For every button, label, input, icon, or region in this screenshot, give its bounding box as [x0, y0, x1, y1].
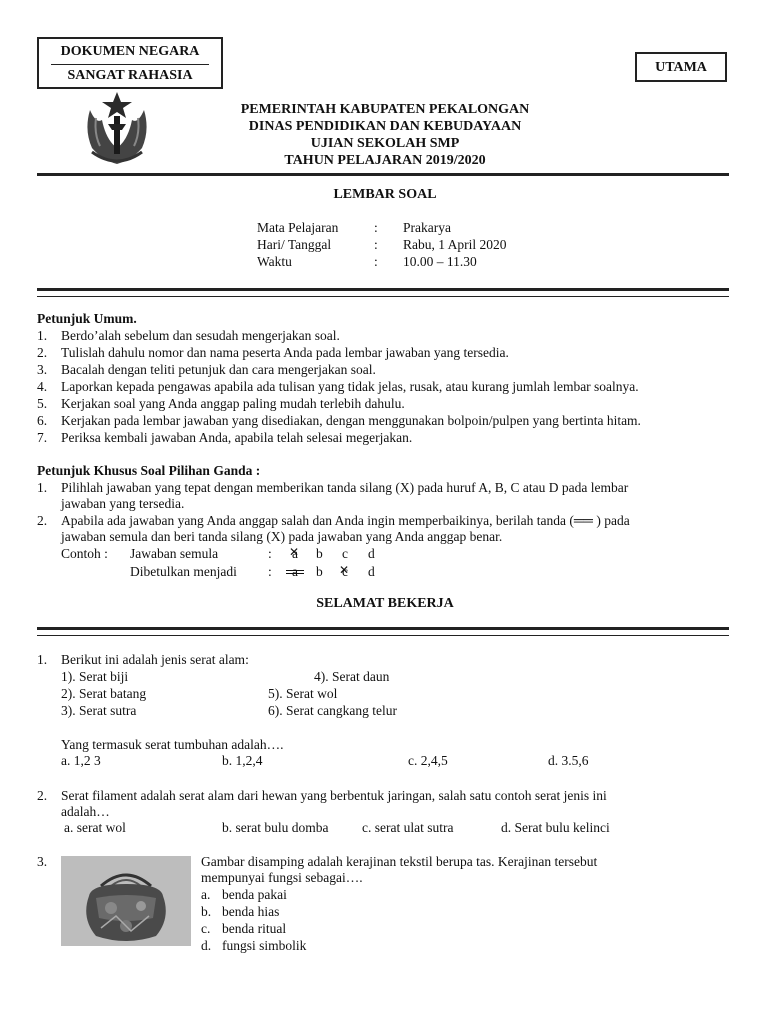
general-num: 3.: [37, 362, 48, 377]
example-row1-opt-d: d: [368, 546, 375, 561]
example-row2-opt-c: [342, 563, 348, 580]
doc-label-negara: DOKUMEN NEGARA: [60, 44, 200, 59]
sheet-title: LEMBAR SOAL: [333, 187, 437, 202]
info-rule: [37, 288, 729, 297]
q3-stem-line1: Gambar disamping adalah kerajinan tekstil berupa tas. Kerajinan tersebut: [201, 854, 598, 869]
info-label-date: Hari/ Tanggal: [257, 237, 332, 252]
example-row1-opt-b: b: [316, 546, 323, 561]
general-item: Laporkan kepada pengawas apabila ada tulisan yang tidak jelas, rusak, atau kurang jumlah lembar soalnya.: [61, 379, 639, 394]
utama-box: [635, 52, 727, 82]
closing-rule: [37, 627, 729, 636]
general-item: Berdo’alah sebelum dan sesudah mengerjakan soal.: [61, 328, 340, 343]
q1-list-item: 5). Serat wol: [268, 686, 338, 701]
general-item: Periksa kembali jawaban Anda, apabila telah selesai megerjakan.: [61, 430, 413, 445]
general-num: 6.: [37, 413, 48, 428]
q1-number: 1.: [37, 652, 48, 667]
q1-option-d: d. 3.5,6: [548, 753, 589, 768]
q3-option-text: benda pakai: [222, 887, 287, 902]
q1-list-item: 6). Serat cangkang telur: [268, 703, 397, 718]
header-line-4: TAHUN PELAJARAN 2019/2020: [284, 153, 486, 168]
example-row2-opt-b: b: [316, 564, 323, 579]
q3-option-letter: c.: [201, 921, 211, 936]
special-item-line: jawaban semula dan beri tanda silang (X) pada jawaban yang Anda anggap benar.: [61, 529, 503, 544]
q1-list-item: 3). Serat sutra: [61, 703, 137, 718]
general-num: 4.: [37, 379, 48, 394]
utama-label: UTAMA: [655, 60, 707, 75]
general-item: Kerjakan soal yang Anda anggap paling mudah terlebih dahulu.: [61, 396, 405, 411]
general-item: Bacalah dengan teliti petunjuk dan cara mengerjakan soal.: [61, 362, 376, 377]
example-row1-text: Jawaban semula: [130, 546, 219, 561]
general-num: 1.: [37, 328, 48, 343]
q2-option-a: a. serat wol: [64, 820, 126, 835]
special-item-line: Apabila ada jawaban yang Anda anggap salah dan Anda ingin memperbaikinya, berilah tanda (══ ) pada: [61, 513, 630, 528]
info-label-subject: Mata Pelajaran: [257, 220, 339, 235]
general-item: Kerjakan pada lembar jawaban yang disediakan, dengan menggunakan bolpoin/pulpen yang bertinta hitam.: [61, 413, 641, 428]
info-sep-time: :: [374, 254, 378, 269]
batik-bag-image: [61, 856, 191, 946]
example-row1-opt-c: c: [342, 546, 348, 561]
info-sep-subject: :: [374, 220, 378, 235]
option-letter: ✕ c: [342, 563, 348, 580]
info-label-time: Waktu: [257, 254, 292, 269]
example-row2-opt-a: [292, 563, 298, 580]
special-title: Petunjuk Khusus Soal Pilihan Ganda :: [37, 463, 261, 478]
q1-list-item: 1). Serat biji: [61, 669, 129, 684]
q3-option-text: fungsi simbolik: [222, 938, 307, 953]
example-row2-text: Dibetulkan menjadi: [130, 564, 237, 579]
q2-option-d: d. Serat bulu kelinci: [501, 820, 610, 835]
closing-text: SELAMAT BEKERJA: [316, 596, 454, 611]
general-num: 2.: [37, 345, 48, 360]
special-item-line: Pilihlah jawaban yang tepat dengan memberikan tanda silang (X) pada huruf A, B, C atau D pada lembar: [61, 480, 629, 495]
info-value-time: 10.00 – 11.30: [403, 254, 477, 269]
q3-stem-line2: mempunyai fungsi sebagai….: [201, 870, 363, 885]
q3-option-text: benda hias: [222, 904, 280, 919]
q1-option-c: c. 2,4,5: [408, 753, 448, 768]
info-value-date: Rabu, 1 April 2020: [403, 237, 507, 252]
header-line-3: UJIAN SEKOLAH SMP: [310, 136, 460, 151]
q1-stem: Berikut ini adalah jenis serat alam:: [61, 652, 249, 667]
example-row2-sep: :: [268, 564, 272, 579]
bag-picture-icon: [61, 856, 191, 946]
q2-option-c: c. serat ulat sutra: [362, 820, 454, 835]
q1-option-a: a. 1,2 3: [61, 753, 101, 768]
q2-number: 2.: [37, 788, 48, 803]
q2-stem-line1: Serat filament adalah serat alam dari hewan yang berbentuk jaringan, salah satu contoh serat jenis ini: [61, 788, 607, 803]
doc-label-rahasia: SANGAT RAHASIA: [67, 68, 193, 83]
option-letter: ✕ a: [292, 545, 298, 562]
q3-option-letter: b.: [201, 904, 212, 919]
general-title: Petunjuk Umum.: [37, 311, 137, 326]
q3-option-letter: d.: [201, 938, 212, 953]
q1-list-item: 2). Serat batang: [61, 686, 147, 701]
general-num: 5.: [37, 396, 48, 411]
q1-ask: Yang termasuk serat tumbuhan adalah….: [61, 737, 284, 752]
q3-number: 3.: [37, 854, 48, 869]
emblem-logo-icon: [82, 90, 152, 168]
header-line-2: DINAS PENDIDIKAN DAN KEBUDAYAAN: [248, 119, 522, 134]
general-item: Tulislah dahulu nomor dan nama peserta Anda pada lembar jawaban yang tersedia.: [61, 345, 509, 360]
example-row2-opt-d: d: [368, 564, 375, 579]
q2-option-b: b. serat bulu domba: [222, 820, 329, 835]
document-classification-box: [37, 37, 223, 89]
general-num: 7.: [37, 430, 48, 445]
q3-option-text: benda ritual: [222, 921, 287, 936]
doc-box-divider: [51, 64, 209, 65]
header-rule: [37, 173, 729, 176]
example-label: Contoh :: [61, 546, 108, 561]
header-line-1: PEMERINTAH KABUPATEN PEKALONGAN: [240, 102, 530, 117]
special-num: 2.: [37, 513, 48, 528]
option-letter: a: [292, 564, 298, 579]
q3-option-letter: a.: [201, 887, 211, 902]
special-num: 1.: [37, 480, 48, 495]
info-value-subject: Prakarya: [403, 220, 451, 235]
q2-stem-line2: adalah…: [61, 804, 110, 819]
example-row1-sep: :: [268, 546, 272, 561]
info-sep-date: :: [374, 237, 378, 252]
example-row1-opt-a: [292, 545, 298, 562]
q1-list-item: 4). Serat daun: [314, 669, 390, 684]
special-item-line: jawaban yang tersedia.: [61, 496, 185, 511]
q1-option-b: b. 1,2,4: [222, 753, 263, 768]
